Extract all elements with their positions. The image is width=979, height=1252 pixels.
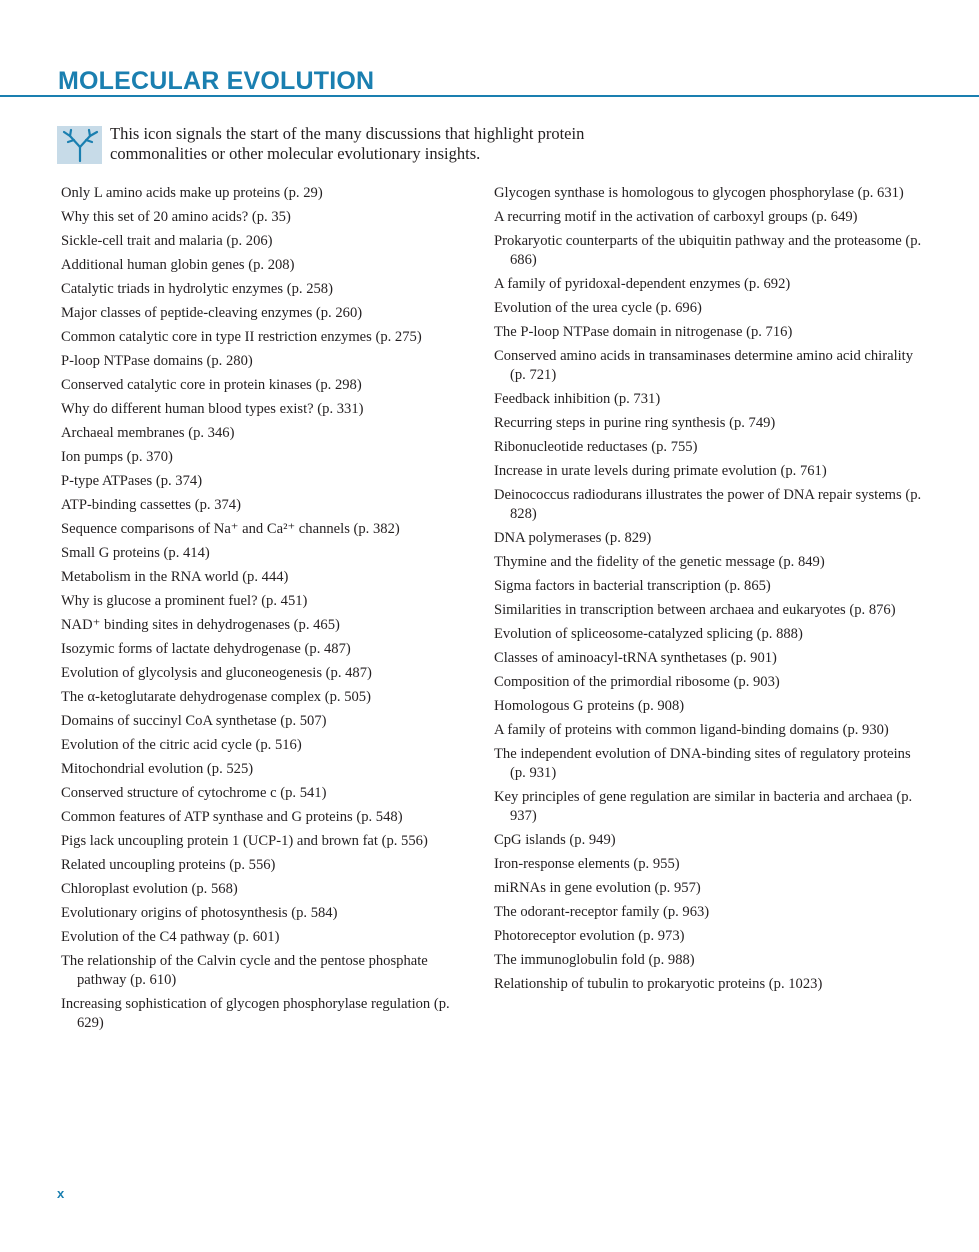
entry-item: Evolution of the C4 pathway (p. 601) [61, 929, 280, 945]
entry-item: Increasing sophistication of glycogen phosphorylase regulation (p. 629) [61, 996, 450, 1031]
entry-item: Classes of aminoacyl-tRNA synthetases (p. 901) [494, 650, 777, 666]
entry-item: Catalytic triads in hydrolytic enzymes (p. 258) [61, 281, 333, 297]
entry-item: Chloroplast evolution (p. 568) [61, 881, 238, 897]
entry-item: Recurring steps in purine ring synthesis (p. 749) [494, 415, 776, 431]
entry-item: Common features of ATP synthase and G proteins (p. 548) [61, 809, 403, 825]
entry-item: Increase in urate levels during primate evolution (p. 761) [494, 463, 827, 479]
entry-item: DNA polymerases (p. 829) [494, 530, 652, 546]
entry-item: Thymine and the fidelity of the genetic message (p. 849) [494, 554, 825, 570]
entry-item: Iron-response elements (p. 955) [494, 856, 680, 872]
entry-item: Feedback inhibition (p. 731) [494, 391, 661, 407]
entry-item: Mitochondrial evolution (p. 525) [61, 761, 254, 777]
entry-item: Homologous G proteins (p. 908) [494, 698, 685, 714]
entry-item: Major classes of peptide-cleaving enzymes (p. 260) [61, 305, 363, 321]
entry-item: Common catalytic core in type II restriction enzymes (p. 275) [61, 329, 422, 345]
entry-item: Why is glucose a prominent fuel? (p. 451) [61, 593, 308, 609]
entry-item: Isozymic forms of lactate dehydrogenase (p. 487) [61, 641, 351, 657]
entry-item: ATP-binding cassettes (p. 374) [61, 497, 241, 513]
branching-tree-icon [57, 126, 102, 164]
entry-item: Relationship of tubulin to prokaryotic proteins (p. 1023) [494, 976, 823, 992]
entry-item: Photoreceptor evolution (p. 973) [494, 928, 685, 944]
entry-item: Sickle-cell trait and malaria (p. 206) [61, 233, 273, 249]
entry-item: miRNAs in gene evolution (p. 957) [494, 880, 701, 896]
entry-item: Deinococcus radiodurans illustrates the power of DNA repair systems (p. 828) [494, 487, 922, 522]
entry-item: A recurring motif in the activation of carboxyl groups (p. 649) [494, 209, 858, 225]
entry-item: P-type ATPases (p. 374) [61, 473, 203, 489]
entry-item: Evolution of glycolysis and gluconeogenesis (p. 487) [61, 665, 372, 681]
entry-item: The relationship of the Calvin cycle and the pentose phosphate pathway (p. 610) [61, 953, 428, 988]
page-number: x [57, 1186, 65, 1201]
entry-item: The independent evolution of DNA-binding sites of regulatory proteins (p. 931) [494, 746, 911, 781]
entry-item: Sigma factors in bacterial transcription (p. 865) [494, 578, 771, 594]
entry-item: Glycogen synthase is homologous to glycogen phosphorylase (p. 631) [494, 185, 904, 201]
entry-item: Conserved structure of cytochrome c (p. 541) [61, 785, 327, 801]
entry-item: Domains of succinyl CoA synthetase (p. 507) [61, 713, 327, 729]
title-rule [0, 95, 979, 97]
entry-item: Key principles of gene regulation are similar in bacteria and archaea (p. 937) [494, 789, 913, 824]
entry-item: The P-loop NTPase domain in nitrogenase (p. 716) [494, 324, 793, 340]
right-column-list [494, 184, 924, 999]
entry-item: Evolution of spliceosome-catalyzed splicing (p. 888) [494, 626, 803, 642]
entry-item: Ribonucleotide reductases (p. 755) [494, 439, 698, 455]
entry-item: Related uncoupling proteins (p. 556) [61, 857, 276, 873]
intro-text: This icon signals the start of the many discussions that highlight protein commonalities or other molecular evolutionary insights. [110, 124, 585, 163]
entry-item: Small G proteins (p. 414) [61, 545, 210, 561]
entry-item: Sequence comparisons of Na⁺ and Ca²⁺ channels (p. 382) [61, 521, 400, 537]
entry-item: Why do different human blood types exist? (p. 331) [61, 401, 364, 417]
entry-item: NAD⁺ binding sites in dehydrogenases (p. 465) [61, 617, 340, 633]
entry-item: CpG islands (p. 949) [494, 832, 616, 848]
entry-item: Archaeal membranes (p. 346) [61, 425, 235, 441]
entry-item: P-loop NTPase domains (p. 280) [61, 353, 253, 369]
entry-item: Evolution of the urea cycle (p. 696) [494, 300, 702, 316]
entry-item: Only L amino acids make up proteins (p. 29) [61, 185, 323, 201]
entry-item: Evolution of the citric acid cycle (p. 516) [61, 737, 302, 753]
entry-item: Why this set of 20 amino acids? (p. 35) [61, 209, 291, 225]
entry-item: Similarities in transcription between archaea and eukaryotes (p. 876) [494, 602, 896, 618]
entry-item: The immunoglobulin fold (p. 988) [494, 952, 695, 968]
entry-item: A family of proteins with common ligand-binding domains (p. 930) [494, 722, 889, 738]
entry-item: Composition of the primordial ribosome (p. 903) [494, 674, 780, 690]
entry-item: Evolutionary origins of photosynthesis (p. 584) [61, 905, 338, 921]
entry-item: The odorant-receptor family (p. 963) [494, 904, 710, 920]
entry-item: Conserved catalytic core in protein kinases (p. 298) [61, 377, 362, 393]
entry-item: Pigs lack uncoupling protein 1 (UCP-1) and brown fat (p. 556) [61, 833, 428, 849]
entry-item: The α-ketoglutarate dehydrogenase complex (p. 505) [61, 689, 371, 705]
left-column-list [61, 184, 471, 1038]
entry-item: Prokaryotic counterparts of the ubiquitin pathway and the proteasome (p. 686) [494, 233, 922, 268]
entry-item: Ion pumps (p. 370) [61, 449, 173, 465]
entry-item: A family of pyridoxal-dependent enzymes (p. 692) [494, 276, 791, 292]
entry-item: Metabolism in the RNA world (p. 444) [61, 569, 289, 585]
entry-item: Conserved amino acids in transaminases determine amino acid chirality (p. 721) [494, 348, 914, 383]
page-title: MOLECULAR EVOLUTION [58, 67, 375, 95]
entry-item: Additional human globin genes (p. 208) [61, 257, 295, 273]
